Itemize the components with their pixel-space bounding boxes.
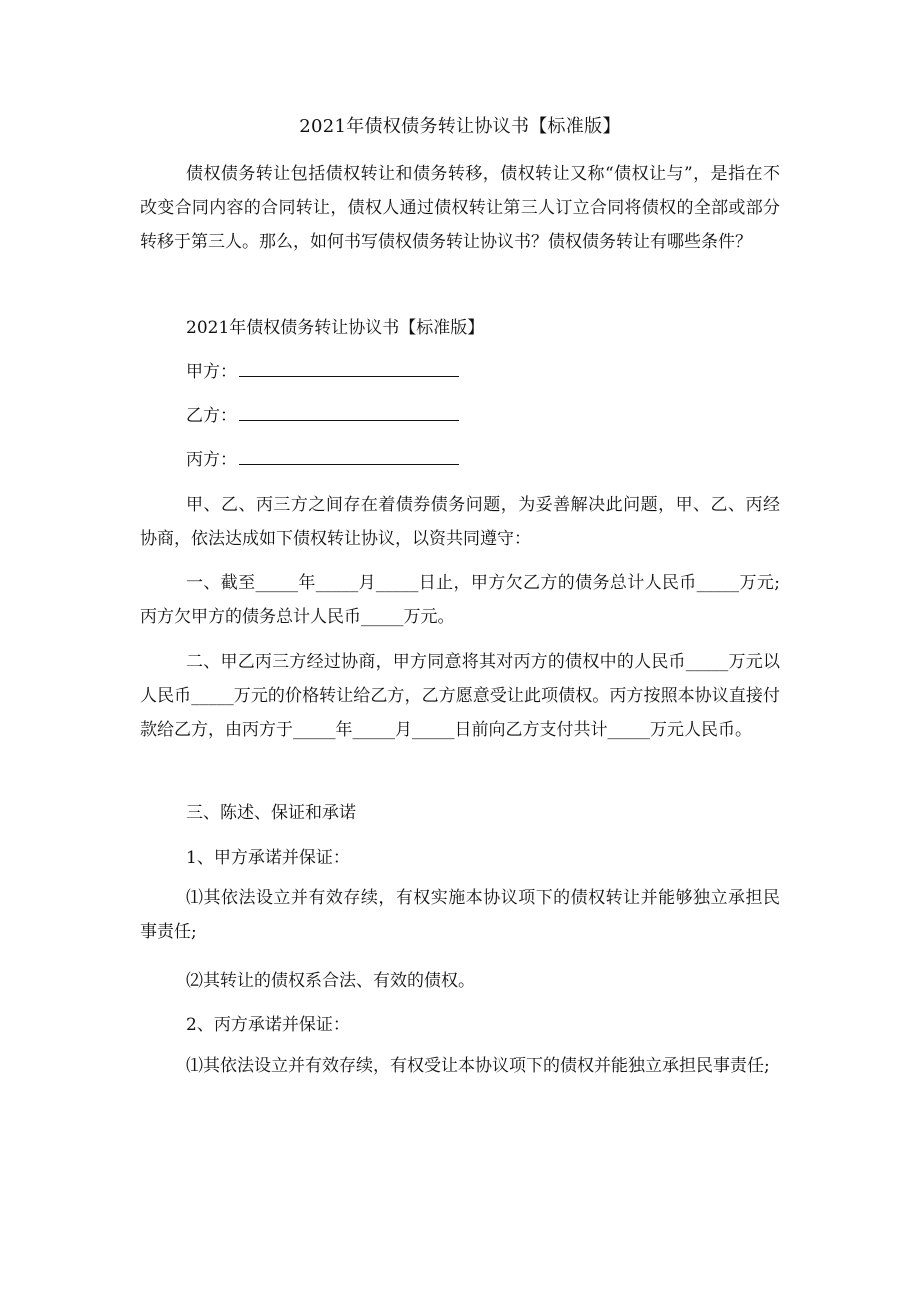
party-c-blank [239, 446, 459, 465]
item-one-heading: 1、甲方承诺并保证： [186, 848, 350, 868]
party-a-blank [239, 358, 459, 377]
preamble-paragraph: 甲、乙、丙三方之间存在着债券债务问题，为妥善解决此问题，甲、乙、丙经协商，依法达成如下债权转让协议，以资共同遵守： [140, 495, 780, 549]
agreement-subtitle: 2021年债权债务转让协议书【标准版】 [186, 318, 485, 338]
party-b-line [186, 402, 459, 429]
party-c-line [186, 446, 459, 473]
party-b-label: 乙方： [186, 406, 237, 426]
item-one-point-two: ⑵其转让的债权系合法、有效的债权。 [186, 971, 475, 991]
party-a-label: 甲方： [186, 362, 237, 382]
section-three-heading: 三、陈述、保证和承诺 [186, 803, 356, 823]
clause-one: 一、截至_____年_____月_____日止，甲方欠乙方的债务总计人民币_____万元;丙方欠甲方的债务总计人民币_____万元。 [140, 573, 780, 627]
intro-paragraph: 债权债务转让包括债权转让和债务转移，债权转让又称“债权让与”，是指在不改变合同内容的合同转让，债权人通过债权转让第三人订立合同将债权的全部或部分转移于第三人。那么，如何书写债权债务转让协议书？债权债务转让有哪些条件？ [140, 164, 780, 252]
item-one-point-one: ⑴其依法设立并有效存续，有权实施本协议项下的债权转让并能够独立承担民事责任; [140, 888, 780, 942]
party-b-blank [239, 402, 459, 421]
party-a-line [186, 358, 459, 385]
party-c-label: 丙方： [186, 450, 237, 470]
item-two-heading: 2、丙方承诺并保证： [186, 1015, 350, 1035]
document-title: 2021年债权债务转让协议书【标准版】 [299, 116, 621, 137]
item-two-point-one: ⑴其依法设立并有效存续，有权受让本协议项下的债权并能独立承担民事责任; [186, 1056, 770, 1076]
clause-two: 二、甲乙丙三方经过协商，甲方同意将其对丙方的债权中的人民币_____万元以人民币_____万元的价格转让给乙方，乙方愿意受让此项债权。丙方按照本协议直接付款给乙方，由丙方于_____年_____月_____日前向乙方支付共计_____万元人民币。 [140, 652, 780, 740]
